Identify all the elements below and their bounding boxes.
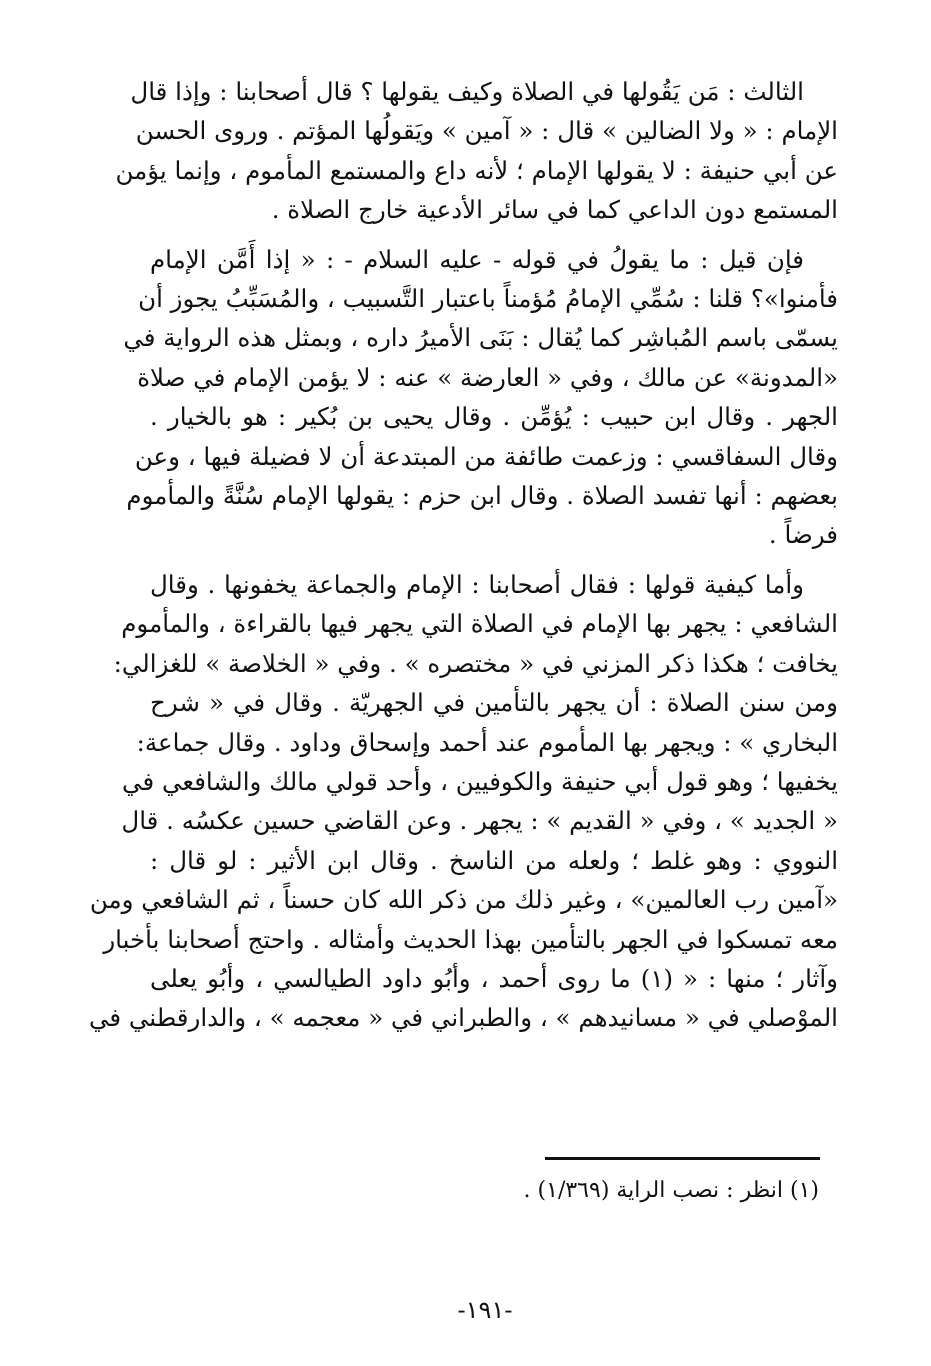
- text-line: « الجديد » ، وفي « القديم » : يجهر . وعن القاضي حسين عكسُه . قال: [121, 806, 838, 836]
- footnote: (١) انظر : نصب الراية (١/٣٦٩) .: [523, 1178, 819, 1203]
- text-line: وقال السفاقسي : وزعمت طائفة من المبتدعة أن لا فضيلة فيها ، وعن: [134, 441, 838, 471]
- paragraph-3: [88, 565, 838, 1038]
- text-line: ومن سنن الصلاة : أن يجهر بالتأمين في الجهريّة . وقال في « شرح: [150, 688, 838, 718]
- text-line: فرضاً .: [768, 520, 838, 550]
- text-line: المستمع دون الداعي كما في سائر الأدعية خارج الصلاة .: [271, 195, 838, 225]
- text-line: النووي : وهو غلط ؛ ولعله من الناسخ . وقال ابن الأثير : لو قال :: [150, 845, 838, 875]
- main-text: [88, 72, 838, 1038]
- text-line: بعضهم : أنها تفسد الصلاة . وقال ابن حزم : يقولها الإمام سُنَّةً والمأموم: [126, 481, 838, 511]
- text-line: يخافت ؛ هكذا ذكر المزني في « مختصره » . وفي « الخلاصة » للغزالي:: [113, 648, 838, 678]
- text-line: معه تمسكوا في الجهر بالتأمين بهذا الحديث وأمثاله . واحتج أصحابنا بأخبار: [103, 924, 838, 954]
- text-line: فأمنوا»؟ قلنا : سُمِّي الإمامُ مُؤمناً باعتبار التَّسبيب ، والمُسَبِّبُ يجوز أن: [138, 284, 838, 314]
- text-line: الإمام : « ولا الضالين » قال : « آمين » ويَقولُها المؤتم . وروى الحسن: [135, 116, 838, 146]
- text-line: عن أبي حنيفة : لا يقولها الإمام ؛ لأنه داع والمستمع المأموم ، وإنما يؤمن: [115, 155, 838, 185]
- text-line: فإن قيل : ما يقولُ في قوله - عليه السلام - : « إذا أَمَّن الإمام: [150, 244, 804, 274]
- text-line: وأما كيفية قولها : فقال أصحابنا : الإمام والجماعة يخفونها . وقال: [150, 569, 804, 599]
- text-line: الشافعي : يجهر بها الإمام في الصلاة التي يجهر فيها بالقراءة ، والمأموم: [121, 609, 838, 639]
- text-line: البخاري » : ويجهر بها المأموم عند أحمد وإسحاق وداود . وقال جماعة:: [136, 727, 838, 757]
- text-line: يخفيها ؛ وهو قول أبي حنيفة والكوفيين ، وأحد قولي مالك والشافعي في: [122, 766, 838, 796]
- text-line: يسمّى باسم المُباشِر كما يُقال : بَنَى الأميرُ داره ، وبمثل هذه الرواية في: [123, 323, 838, 353]
- text-line: وآثار ؛ منها : « (١) ما روى أحمد ، وأبُو داود الطيالسي ، وأبُو يعلى: [150, 963, 838, 993]
- text-line: «آمين رب العالمين» ، وغير ذلك من ذكر الله كان حسناً ، ثم الشافعي ومن: [89, 885, 838, 915]
- footnote-separator: [545, 1157, 820, 1160]
- paragraph-1: [115, 72, 838, 230]
- text-line: الثالث : مَن يَقُولها في الصلاة وكيف يقولها ؟ قال أصحابنا : وإذا قال: [130, 77, 804, 106]
- text-line: الجهر . وقال ابن حبيب : يُؤمِّن . وقال يحيى بن بُكير : هو بالخيار .: [150, 402, 838, 432]
- text-line: «المدونة» عن مالك ، وفي « العارضة » عنه : لا يؤمن الإمام في صلاة: [137, 362, 838, 392]
- page-number: -١٩١-: [457, 1296, 513, 1324]
- text-line: الموْصلي في « مسانيدهم » ، والطبراني في « معجمه » ، والدارقطني في: [88, 1003, 838, 1033]
- paragraph-2: [123, 240, 838, 555]
